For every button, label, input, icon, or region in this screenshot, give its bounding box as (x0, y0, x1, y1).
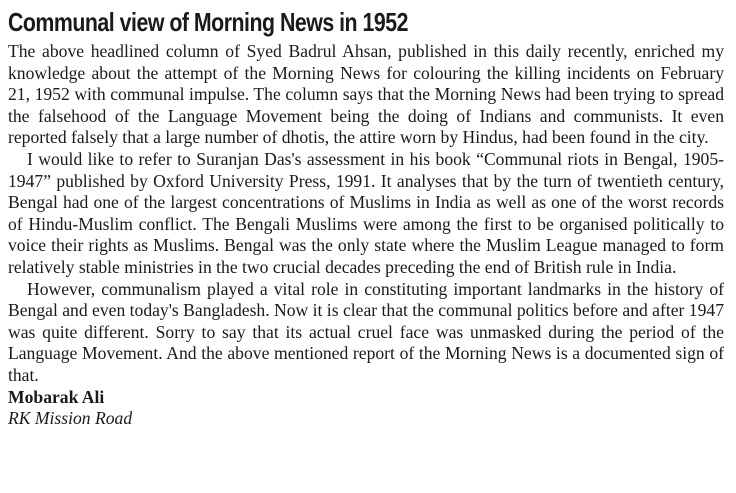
author-name: Mobarak Ali (8, 386, 105, 407)
headline: Communal view of Morning News in 1952 (8, 7, 408, 37)
paragraph-3: However, communalism played a vital role in constituting important landmarks in the history of Bengal and even today's Bangladesh. Now it is clear that the communal politics before and after 1947 was quite different. Sorry to say that its actual cruel face was unmasked during the period of the Language Movement. And the above mentioned report of the Morning News is a documented sign of that. (8, 278, 724, 385)
paragraph-1: The above headlined column of Syed Badrul Ahsan, published in this daily recently, enriched my knowledge about the attempt of the Morning News for colouring the killing incidents on February 21, 1952 with communal impulse. The column says that the Morning News had been trying to spread the falsehood of the Language Movement being the doing of Indians and communists. It even reported falsely that a large number of dhotis, the attire worn by Hindus, had been found in the city. (8, 41, 724, 148)
paragraph-2: I would like to refer to Suranjan Das's assessment in his book “Communal riots in Bengal, 1905-1947” published by Oxford University Press, 1991. It analyses that by the turn of twentieth century, Bengal had one of the largest concentrations of Muslims in India as well as one of the worst records of Hindu-Muslim conflict. The Bengali Muslims were among the first to be organised politically to voice their rights as Muslims. Bengal was the only state where the Muslim League managed to form relatively stable ministries in the two crucial decades preceding the end of British rule in India. (8, 148, 724, 277)
author-location: RK Mission Road (8, 408, 133, 429)
letter-article (8, 6, 724, 430)
